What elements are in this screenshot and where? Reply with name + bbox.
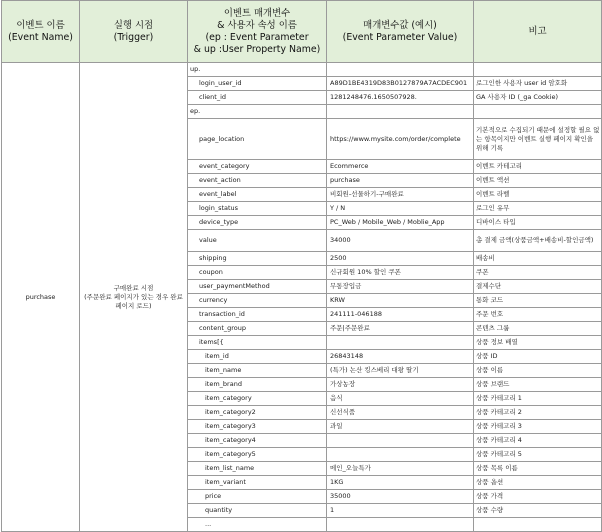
value-cell[interactable]: (특가) 논산 킹스베리 대왕 딸기 bbox=[327, 364, 474, 378]
note-cell[interactable]: 상품 카테고리 4 bbox=[474, 434, 602, 448]
param-cell[interactable]: transaction_id bbox=[188, 308, 327, 322]
param-cell[interactable]: item_category2 bbox=[188, 406, 327, 420]
trigger-cell[interactable]: 구매완료 시점 (주문완료 페이지가 있는 경우 완료 페이지 로드) bbox=[80, 63, 188, 532]
note-cell[interactable]: 상품 정보 배열 bbox=[474, 336, 602, 350]
note-cell[interactable]: 이벤트 액션 bbox=[474, 174, 602, 188]
param-cell[interactable]: page_location bbox=[188, 119, 327, 160]
param-cell[interactable]: login_status bbox=[188, 202, 327, 216]
param-cell[interactable]: client_id bbox=[188, 91, 327, 105]
header-trigger-line1: 실행 시점 bbox=[113, 19, 154, 31]
note-cell[interactable]: 로그인한 사용자 user id 암호화 bbox=[474, 77, 602, 91]
param-cell[interactable]: event_label bbox=[188, 188, 327, 202]
param-cell[interactable]: content_group bbox=[188, 322, 327, 336]
param-cell[interactable]: login_user_id bbox=[188, 77, 327, 91]
header-param-line3: (ep : Event Parameter bbox=[205, 31, 309, 43]
param-cell[interactable]: currency bbox=[188, 294, 327, 308]
header-param bbox=[188, 1, 327, 63]
value-cell[interactable]: 무통장입금 bbox=[327, 280, 474, 294]
header-event-name-line2: (Event Name) bbox=[8, 31, 73, 43]
note-cell[interactable]: GA 사용자 ID (_ga Cookie) bbox=[474, 91, 602, 105]
value-cell[interactable]: 1KG bbox=[327, 476, 474, 490]
value-cell[interactable]: 신규회원 10% 할인 쿠폰 bbox=[327, 266, 474, 280]
param-cell[interactable]: item_list_name bbox=[188, 462, 327, 476]
note-cell[interactable] bbox=[474, 105, 602, 119]
value-cell[interactable]: Y / N bbox=[327, 202, 474, 216]
param-cell[interactable]: up. bbox=[188, 63, 327, 77]
value-cell[interactable]: 신선식품 bbox=[327, 406, 474, 420]
param-cell[interactable]: item_category3 bbox=[188, 420, 327, 434]
value-cell[interactable] bbox=[327, 63, 474, 77]
value-cell[interactable]: 1281248476.1650507928. bbox=[327, 91, 474, 105]
note-cell[interactable]: 결제수단 bbox=[474, 280, 602, 294]
header-param-line2: & 사용자 속성 이름 bbox=[217, 19, 297, 31]
event-spec-table bbox=[1, 0, 602, 532]
table-row bbox=[2, 63, 602, 77]
value-cell[interactable]: 241111-046188 bbox=[327, 308, 474, 322]
note-cell[interactable] bbox=[474, 63, 602, 77]
param-cell[interactable]: ep. bbox=[188, 105, 327, 119]
note-cell[interactable]: 총 결제 금액(상품금액+배송비-할인금액) bbox=[474, 230, 602, 252]
header-param-line4: & up :User Property Name) bbox=[193, 43, 321, 55]
param-cell[interactable]: user_paymentMethod bbox=[188, 280, 327, 294]
note-cell[interactable]: 상품 브랜드 bbox=[474, 378, 602, 392]
note-cell[interactable]: 쿠폰 bbox=[474, 266, 602, 280]
note-cell[interactable]: 상품 이름 bbox=[474, 364, 602, 378]
header-event-name bbox=[2, 1, 80, 63]
header-value-line2: (Event Parameter Value) bbox=[342, 31, 458, 43]
note-cell[interactable]: 상품 목록 이름 bbox=[474, 462, 602, 476]
param-cell[interactable]: value bbox=[188, 230, 327, 252]
param-cell[interactable]: item_category bbox=[188, 392, 327, 406]
value-cell[interactable]: 메인_오늘특가 bbox=[327, 462, 474, 476]
param-cell[interactable]: item_brand bbox=[188, 378, 327, 392]
value-cell[interactable]: 주문|주문완료 bbox=[327, 322, 474, 336]
note-cell[interactable]: 로그인 유무 bbox=[474, 202, 602, 216]
param-cell[interactable]: ... bbox=[188, 518, 327, 532]
note-cell[interactable]: 상품 카테고리 3 bbox=[474, 420, 602, 434]
param-cell[interactable]: item_name bbox=[188, 364, 327, 378]
note-cell[interactable]: 디바이스 타입 bbox=[474, 216, 602, 230]
value-cell[interactable]: KRW bbox=[327, 294, 474, 308]
note-cell[interactable]: 상품 카테고리 1 bbox=[474, 392, 602, 406]
value-cell[interactable] bbox=[327, 105, 474, 119]
value-cell[interactable]: 26843148 bbox=[327, 350, 474, 364]
note-cell[interactable]: 주문 번호 bbox=[474, 308, 602, 322]
value-cell[interactable]: 음식 bbox=[327, 392, 474, 406]
value-cell[interactable] bbox=[327, 434, 474, 448]
note-cell[interactable]: 통화 코드 bbox=[474, 294, 602, 308]
header-param-line1: 이벤트 매개변수 bbox=[223, 7, 291, 19]
note-cell[interactable]: 상품 카테고리 5 bbox=[474, 448, 602, 462]
param-cell[interactable]: coupon bbox=[188, 266, 327, 280]
note-cell[interactable]: 이벤트 라벨 bbox=[474, 188, 602, 202]
note-cell[interactable]: 상품 가격 bbox=[474, 490, 602, 504]
note-cell[interactable] bbox=[474, 518, 602, 532]
note-cell[interactable]: 상품 ID bbox=[474, 350, 602, 364]
value-cell[interactable]: PC_Web / Mobile_Web / Moblie_App bbox=[327, 216, 474, 230]
value-cell[interactable]: Ecommerce bbox=[327, 160, 474, 174]
value-cell[interactable]: A89D1BE4319D83B0127879A7ACDEC901 bbox=[327, 77, 474, 91]
value-cell[interactable]: 1 bbox=[327, 504, 474, 518]
value-cell[interactable]: https://www.mysite.com/order/complete bbox=[327, 119, 474, 160]
value-cell[interactable]: 비회원-선물하기-구매완료 bbox=[327, 188, 474, 202]
event-name-cell[interactable]: purchase bbox=[2, 63, 80, 532]
param-cell[interactable]: shipping bbox=[188, 252, 327, 266]
param-cell[interactable]: item_category5 bbox=[188, 448, 327, 462]
param-cell[interactable]: items[{ bbox=[188, 336, 327, 350]
param-cell[interactable]: device_type bbox=[188, 216, 327, 230]
param-cell[interactable]: price bbox=[188, 490, 327, 504]
header-value-line1: 매개변수값 (예시) bbox=[363, 19, 437, 31]
header-note: 비고 bbox=[474, 1, 602, 63]
note-cell[interactable]: 배송비 bbox=[474, 252, 602, 266]
header-trigger-line2: (Trigger) bbox=[113, 31, 154, 43]
note-cell[interactable]: 상품 카테고리 2 bbox=[474, 406, 602, 420]
header-value bbox=[327, 1, 474, 63]
value-cell[interactable] bbox=[327, 336, 474, 350]
param-cell[interactable]: item_variant bbox=[188, 476, 327, 490]
value-cell[interactable]: 가상농장 bbox=[327, 378, 474, 392]
note-cell[interactable]: 콘텐츠 그룹 bbox=[474, 322, 602, 336]
param-cell[interactable]: event_category bbox=[188, 160, 327, 174]
value-cell[interactable] bbox=[327, 518, 474, 532]
param-cell[interactable]: quantity bbox=[188, 504, 327, 518]
note-cell[interactable]: 상품 옵션 bbox=[474, 476, 602, 490]
param-cell[interactable]: item_category4 bbox=[188, 434, 327, 448]
note-cell[interactable]: 상품 수량 bbox=[474, 504, 602, 518]
param-cell[interactable]: event_action bbox=[188, 174, 327, 188]
value-cell[interactable]: 35000 bbox=[327, 490, 474, 504]
note-cell[interactable]: 기본적으로 수집되기 때문에 설정할 필요 없는 항목이지만 이벤트 실행 페이지 확인을 위해 기록 bbox=[474, 119, 602, 160]
value-cell[interactable] bbox=[327, 448, 474, 462]
param-cell[interactable]: item_id bbox=[188, 350, 327, 364]
note-cell[interactable]: 이벤트 카테고리 bbox=[474, 160, 602, 174]
value-cell[interactable]: 과일 bbox=[327, 420, 474, 434]
value-cell[interactable]: 34000 bbox=[327, 230, 474, 252]
header-event-name-line1: 이벤트 이름 bbox=[16, 19, 65, 31]
value-cell[interactable]: purchase bbox=[327, 174, 474, 188]
header-trigger bbox=[80, 1, 188, 63]
value-cell[interactable]: 2500 bbox=[327, 252, 474, 266]
